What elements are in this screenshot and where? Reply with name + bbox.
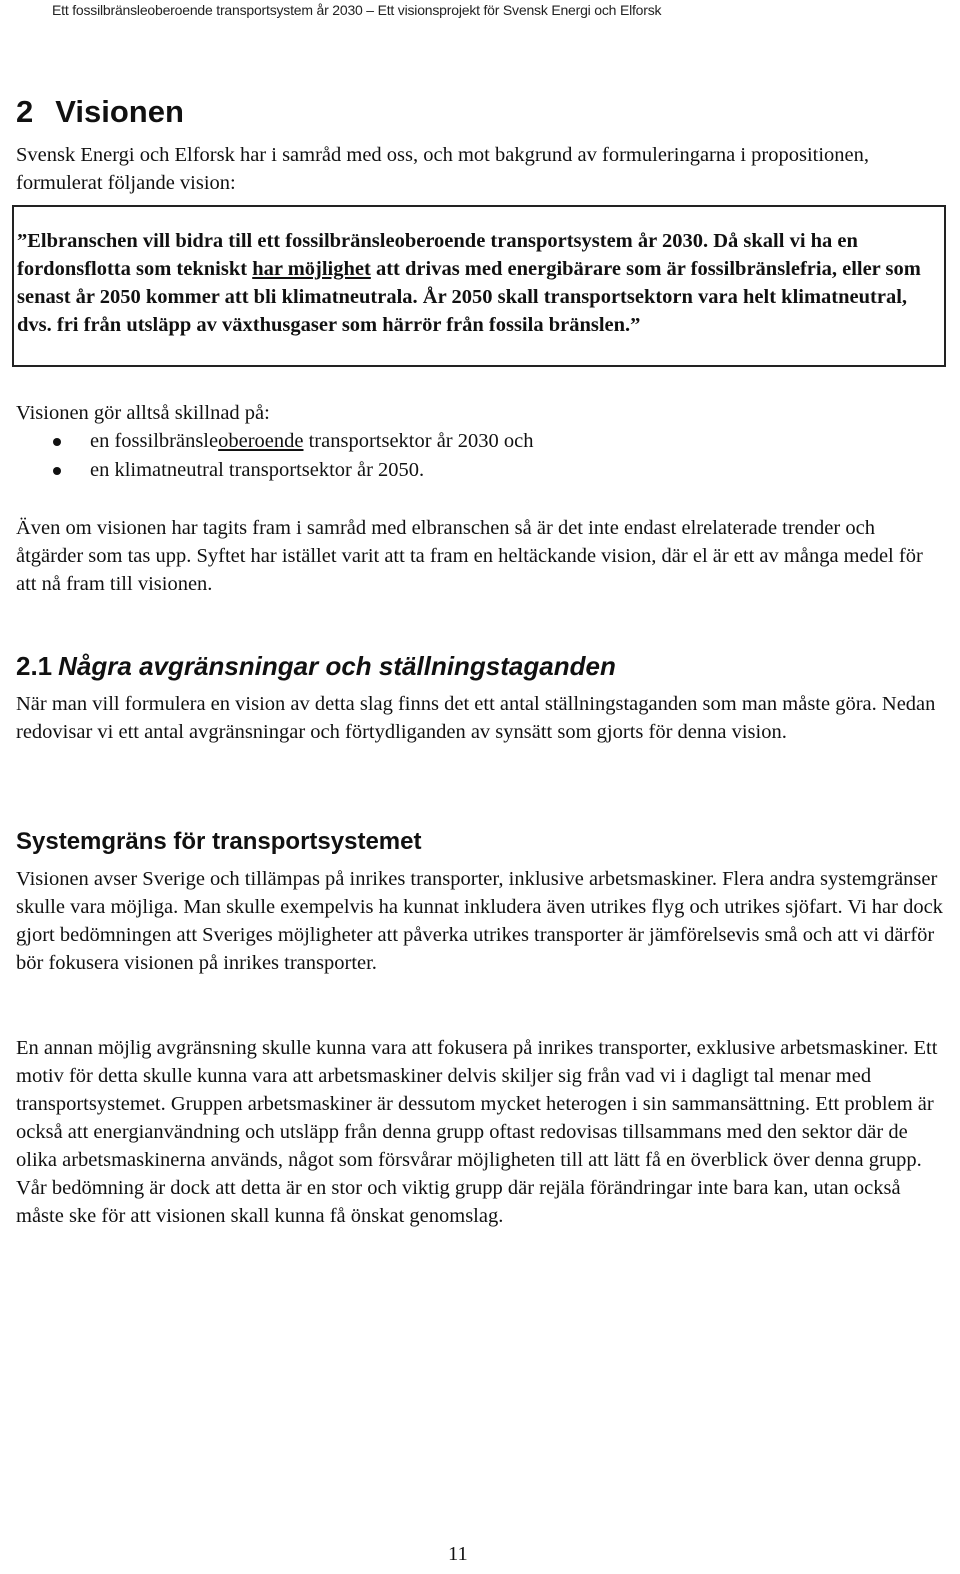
intro-paragraph: Svensk Energi och Elforsk har i samråd med oss, och mot bakgrund av formuleringarna i propositionen, formulerat följande vision: (16, 144, 870, 194)
section-title: Några avgränsningar och ställningstaganden (58, 651, 616, 681)
page-number: 11 (448, 1543, 468, 1565)
bullet-text-underlined: oberoende (218, 430, 304, 452)
section-heading-2 (16, 94, 184, 130)
body-paragraph: Även om visionen har tagits fram i samråd med elbranschen så är det inte endast elrelaterade trender och åtgärder som tas upp. Syftet har istället varit att ta fram en heltäckande vision, där el är ett av många medel för att nå fram till visionen. (16, 517, 923, 595)
bullet-icon (53, 438, 61, 446)
section-number: 2.1 (16, 651, 53, 681)
subsection-heading: Systemgräns för transportsystemet (16, 828, 422, 855)
bullet-list (16, 427, 533, 485)
section-number: 2 (16, 94, 34, 129)
section-title: Visionen (55, 94, 184, 129)
vision-statement-box (12, 205, 946, 367)
bullet-icon (53, 467, 61, 475)
list-intro: Visionen gör alltså skillnad på: (16, 402, 270, 424)
vision-text-part2: att drivas med energibärare som är fossilbränslefria, eller som senast år 2050 kommer att bli klimatneutrala. År 2050 skall transportsektorn vara helt klimatneutral, dvs. fri från utsläpp av växthusgaser som härrör från fossila bränslen.” (17, 258, 921, 336)
bullet-text: en klimatneutral transportsektor år 2050. (90, 459, 425, 481)
body-paragraph: När man vill formulera en vision av detta slag finns det ett antal ställningstaganden som man måste göra. Nedan redovisar vi ett antal avgränsningar och förtydliganden av synsätt som gjorts för denna vision. (16, 693, 936, 743)
list-item (16, 427, 533, 456)
section-heading-2-1 (16, 651, 616, 682)
body-paragraph: Visionen avser Sverige och tillämpas på inrikes transporter, inklusive arbetsmaskiner. Flera andra systemgränser skulle vara möjliga. Man skulle exempelvis ha kunnat inkludera även utrikes flyg och utrikes sjöfart. Vi har dock gjort bedömningen att Sveriges möjligheter att påverka utrikes transporter är jämförelsevis små och att vi därför bör fokusera visionen på inrikes transporter. (16, 868, 943, 974)
body-paragraph: En annan möjlig avgränsning skulle kunna vara att fokusera på inrikes transporter, exklusive arbetsmaskiner. Ett motiv för detta skulle kunna vara att arbetsmaskiner delvis skiljer sig från vad vi i dagligt tal menar med transportsystemet. Gruppen arbetsmaskiner är dessutom mycket heterogen i sin sammansättning. Ett problem är också att energianvändning och utsläpp från denna grupp oftast redovisas tillsammans med den sektor där de olika arbetsmaskinerna används, något som försvårar möjligheten till att lätt få en överblick över denna grupp. Vår bedömning är dock att detta är en stor och viktig grupp där rejäla förändringar inte bara kan, utan också måste ske för att visionen skall kunna få önskat genomslag. (16, 1037, 938, 1227)
vision-text-underlined: har möjlighet (252, 258, 371, 280)
list-item (16, 456, 533, 485)
bullet-text: transportsektor år 2030 och (303, 430, 534, 452)
running-header: Ett fossilbränsleoberoende transportsystem år 2030 – Ett visionsprojekt för Svensk Energi och Elforsk (52, 2, 662, 18)
vision-text-part1: ”Elbranschen vill bidra till ett fossilbränsleoberoende transportsystem år 2030. Då skall vi ha en fordonsflotta som tekniskt (17, 230, 858, 280)
bullet-text: en fossilbränsle (90, 430, 219, 452)
